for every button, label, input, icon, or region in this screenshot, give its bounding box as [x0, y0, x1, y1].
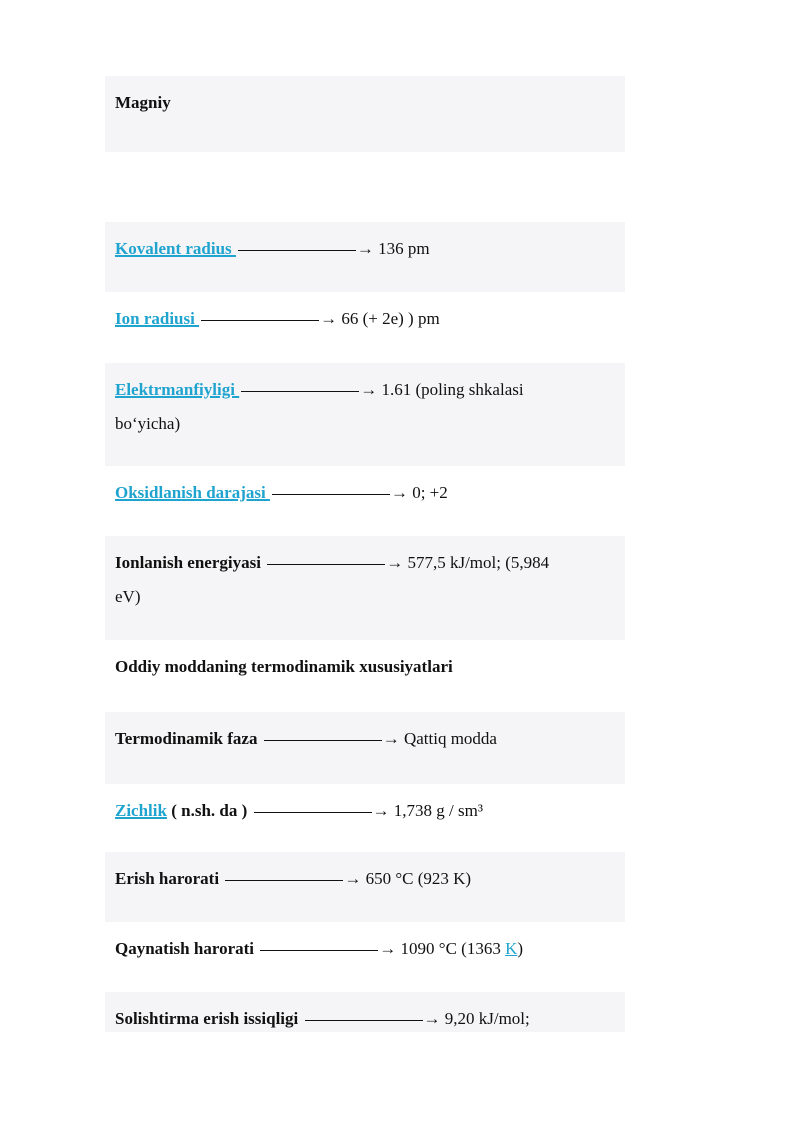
zichlik-link[interactable]: Zichlik [115, 801, 167, 820]
dash-line [267, 564, 385, 565]
kovalent-radius-value: 136 pm [378, 239, 430, 258]
ionlanish-value-cont: eV) [115, 587, 141, 606]
page-title: Magniy [115, 93, 171, 112]
row-qaynatish-harorati [105, 922, 625, 992]
ion-radius-value: 66 (+ 2e) ) pm [341, 309, 440, 328]
elektrmanfiyligi-link[interactable]: Elektrmanfiyligi [115, 380, 240, 399]
kelvin-link[interactable]: K [505, 939, 518, 958]
arrow: → [382, 729, 400, 748]
arrow: → [423, 1009, 441, 1028]
erish-label: Erish harorati [115, 869, 224, 888]
arrow: → [372, 801, 390, 820]
erish-value: 650 °C (923 K) [365, 869, 472, 888]
faza-label: Termodinamik faza [115, 729, 262, 748]
solishtirma-value: 9,20 kJ/mol; [444, 1009, 530, 1028]
dash-line [264, 740, 382, 741]
qaynatish-value-end: ) [517, 939, 524, 958]
dash-line [241, 391, 359, 392]
row-zichlik [105, 784, 625, 852]
dash-line [254, 812, 372, 813]
section-heading-text: Oddiy moddaning termodinamik xususiyatlari [115, 657, 453, 676]
row-erish-harorati [105, 852, 625, 922]
row-elektrmanfiyligi [105, 363, 625, 466]
row-solishtirma-erish [105, 992, 625, 1032]
oksidlanish-link[interactable]: Oksidlanish darajasi [115, 483, 270, 502]
arrow: → [356, 239, 374, 258]
elektrmanfiyligi-value-cont: bo‘yicha) [115, 414, 181, 433]
row-kovalent-radius [105, 222, 625, 292]
solishtirma-label: Solishtirma erish issiqligi [115, 1009, 303, 1028]
dash-line [272, 494, 390, 495]
dash-line [260, 950, 378, 951]
arrow: → [386, 553, 404, 572]
elektrmanfiyligi-value: 1.61 (poling shkalasi [381, 380, 524, 399]
zichlik-label-suffix: ( n.sh. da ) [166, 801, 252, 820]
row-ion-radius [105, 292, 625, 362]
arrow: → [379, 939, 397, 958]
dash-line [238, 250, 356, 251]
ion-radius-link[interactable]: Ion radiusi [115, 309, 200, 328]
dash-line [201, 320, 319, 321]
title-block [105, 76, 625, 152]
arrow: → [344, 869, 362, 888]
dash-line [305, 1020, 423, 1021]
row-oksidlanish [105, 466, 625, 536]
row-ionlanish [105, 536, 625, 640]
section-heading [105, 640, 625, 712]
qaynatish-value: 1090 °C (1363 [400, 939, 506, 958]
faza-value: Qattiq modda [403, 729, 497, 748]
oksidlanish-value: 0; +2 [412, 483, 448, 502]
row-termodinamik-faza [105, 712, 625, 784]
arrow: → [360, 380, 378, 399]
arrow: → [390, 483, 408, 502]
ionlanish-label: Ionlanish energiyasi [115, 553, 266, 572]
ionlanish-value: 577,5 kJ/mol; (5,984 [407, 553, 550, 572]
zichlik-value: 1,738 g / sm³ [393, 801, 483, 820]
qaynatish-label: Qaynatish harorati [115, 939, 259, 958]
dash-line [225, 880, 343, 881]
kovalent-radius-link[interactable]: Kovalent radius [115, 239, 236, 258]
arrow: → [320, 309, 338, 328]
